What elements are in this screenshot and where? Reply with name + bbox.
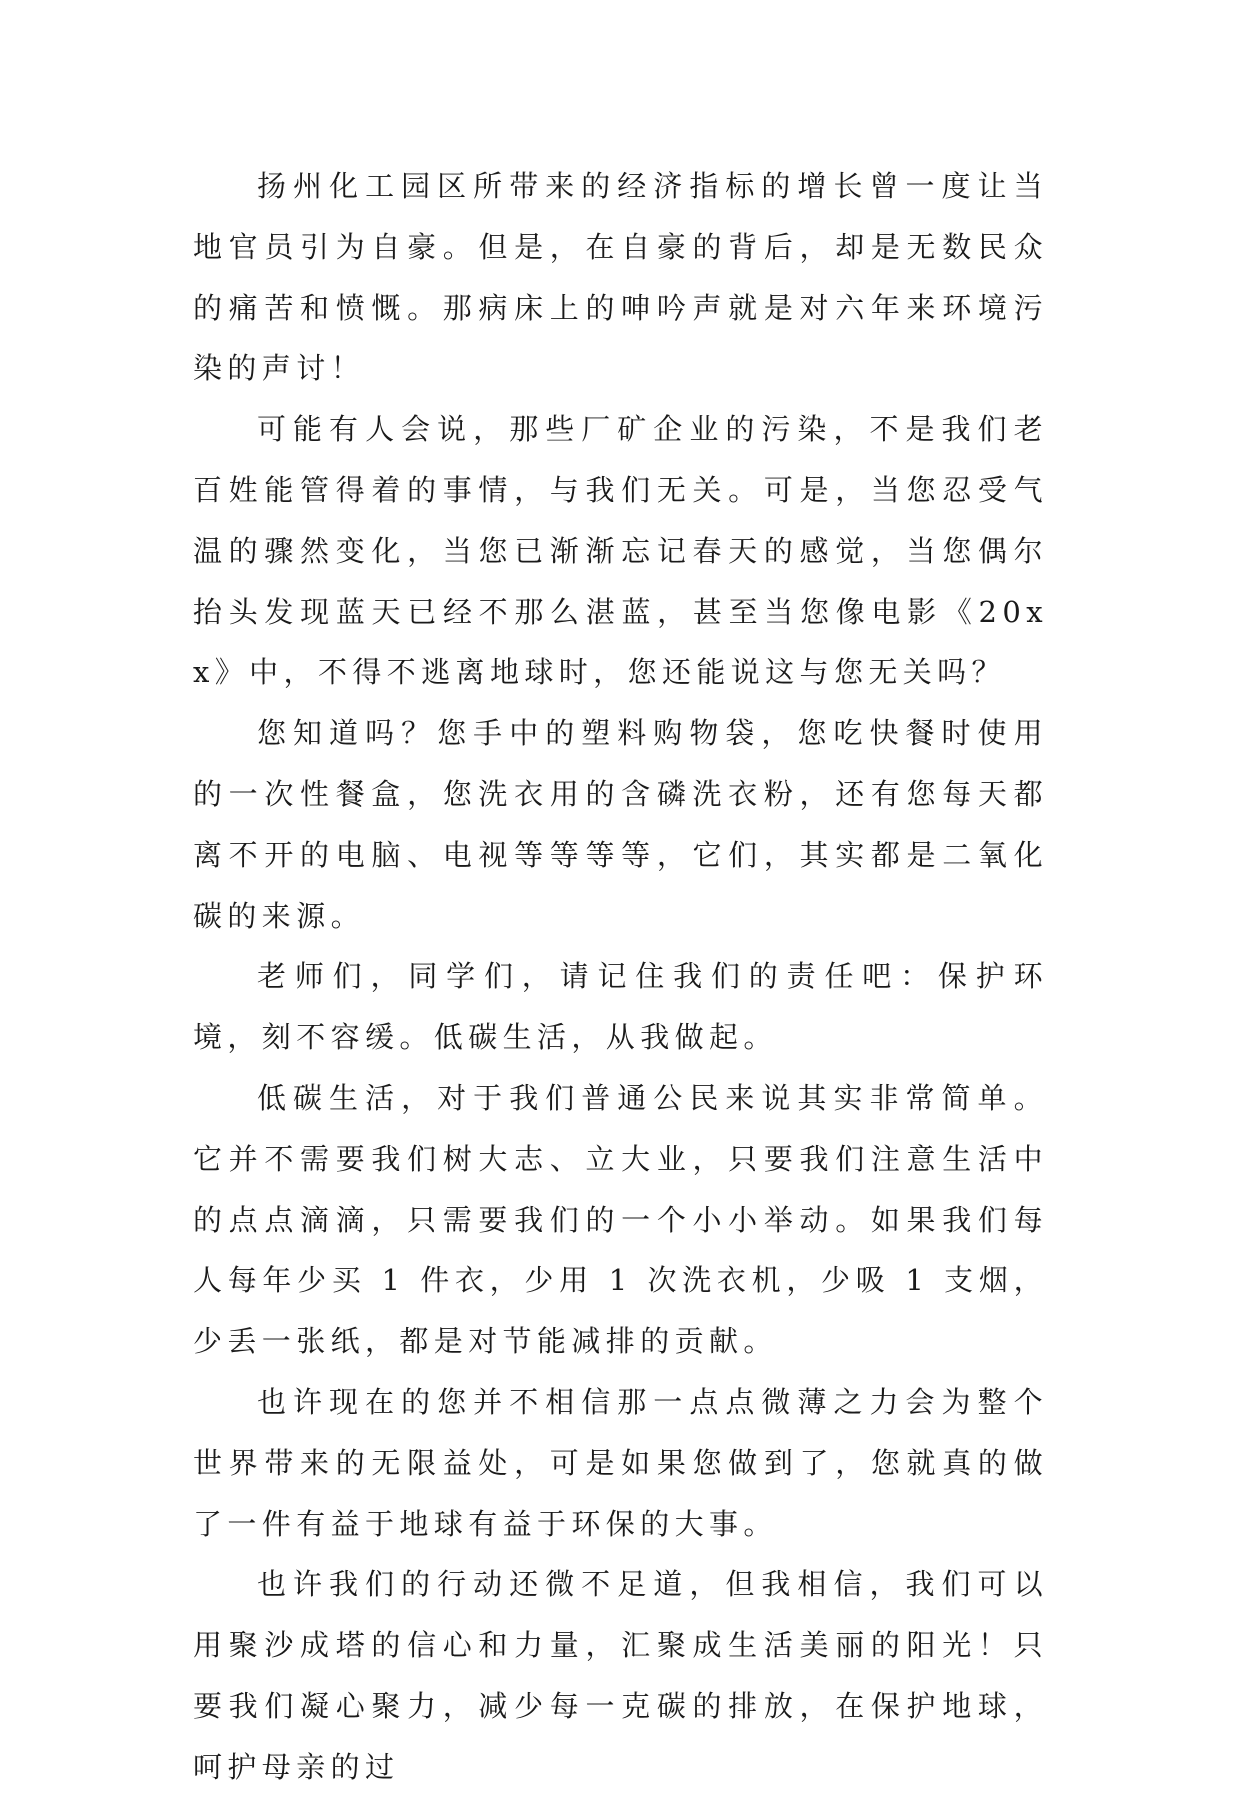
paragraph-2: 可能有人会说，那些厂矿企业的污染，不是我们老百姓能管得着的事情，与我们无关。可是，当您忍受气温的骤然变化，当您已渐渐忘记春天的感觉，当您偶尔抬头发现蓝天已经不那么湛蓝，甚至当您像电影《20xx》中，不得不逃离地球时，您还能说这与您无关吗？ — [193, 412, 1048, 690]
paragraph-7: 也许我们的行动还微不足道，但我相信，我们可以用聚沙成塔的信心和力量，汇聚成生活美丽的阳光！只要我们凝心聚力，减少每一克碳的排放，在保护地球，呵护母亲的过 — [193, 1567, 1048, 1784]
paragraph-5: 低碳生活，对于我们普通公民来说其实非常简单。它并不需要我们树大志、立大业，只要我们注意生活中的点点滴滴，只需要我们的一个小小举动。如果我们每人每年少买 1 件衣，少用 1 次洗衣机，少吸 1 支烟，少丢一张纸，都是对节能减排的贡献。 — [193, 1080, 1048, 1359]
paragraph-6: 也许现在的您并不相信那一点点微薄之力会为整个世界带来的无限益处，可是如果您做到了，您就真的做了一件有益于地球有益于环保的大事。 — [193, 1384, 1048, 1541]
paragraph-4: 老师们，同学们，请记住我们的责任吧：保护环境，刻不容缓。低碳生活，从我做起。 — [193, 959, 1048, 1055]
paragraph-1: 扬州化工园区所带来的经济指标的增长曾一度让当地官员引为自豪。但是，在自豪的背后，却是无数民众的痛苦和愤慨。那病床上的呻吟声就是对六年来环境污染的声讨！ — [193, 169, 1048, 386]
document-body — [193, 156, 1048, 1798]
paragraph-3: 您知道吗？您手中的塑料购物袋，您吃快餐时使用的一次性餐盒，您洗衣用的含磷洗衣粉，还有您每天都离不开的电脑、电视等等等等，它们，其实都是二氧化碳的来源。 — [193, 716, 1048, 933]
